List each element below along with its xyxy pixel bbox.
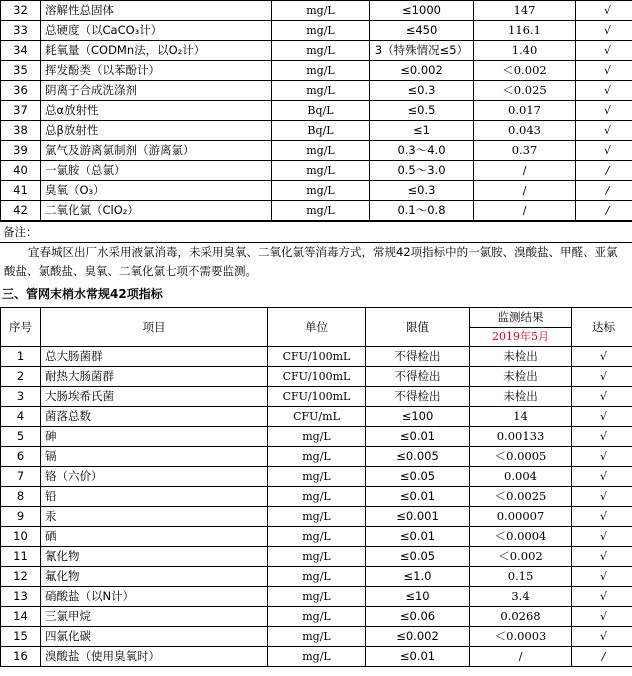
row-result: 14: [470, 407, 572, 427]
row-limit: 0.3～4.0: [370, 141, 474, 161]
row-pass-mark: √: [576, 61, 632, 81]
row-pass-mark: √: [576, 1, 632, 21]
table-row: [1, 547, 632, 567]
row-item: 镉: [41, 447, 268, 467]
row-result: 3.4: [470, 587, 572, 607]
row-limit: 0.1～0.8: [370, 201, 474, 221]
row-item: 硒: [41, 527, 268, 547]
row-item: 硝酸盐（以N计）: [41, 587, 268, 607]
row-limit: 不得检出: [366, 347, 470, 367]
row-unit: mg/L: [268, 447, 366, 467]
table-row: [1, 447, 632, 467]
row-limit: ≤0.05: [366, 467, 470, 487]
row-limit: 0.5～3.0: [370, 161, 474, 181]
row-no: 11: [1, 547, 41, 567]
row-item: 总硬度（以CaCO₃计）: [41, 21, 272, 41]
table-row: [1, 21, 632, 41]
table-row: [1, 427, 632, 447]
row-no: 39: [1, 141, 41, 161]
row-result: 116.1: [474, 21, 576, 41]
header-item: 项目: [41, 308, 268, 347]
row-limit: 不得检出: [366, 367, 470, 387]
row-limit: ≤0.01: [366, 527, 470, 547]
row-pass-mark: √: [572, 367, 632, 387]
table-row: [1, 467, 632, 487]
row-limit: ≤0.01: [366, 487, 470, 507]
row-pass-mark: √: [576, 21, 632, 41]
row-result: /: [470, 647, 572, 667]
row-limit: ≤0.3: [370, 81, 474, 101]
row-unit: mg/L: [268, 627, 366, 647]
row-result: /: [474, 181, 576, 201]
row-item: 溶解性总固体: [41, 1, 272, 21]
header-date: 2019年5月: [492, 329, 549, 343]
row-item: 阴离子合成洗涤剂: [41, 81, 272, 101]
row-unit: mg/L: [268, 527, 366, 547]
table-row: [1, 647, 632, 667]
table-row: [1, 347, 632, 367]
row-pass-mark: √: [572, 387, 632, 407]
row-pass-mark: √: [572, 627, 632, 647]
row-item: 溴酸盐（使用臭氧时）: [41, 647, 268, 667]
row-no: 1: [1, 347, 41, 367]
section-title: 三、管网末梢水常规42项指标: [2, 287, 163, 301]
row-limit: 3（特殊情况≤5）: [370, 41, 474, 61]
row-no: 40: [1, 161, 41, 181]
row-result: ＜0.025: [474, 81, 576, 101]
row-unit: mg/L: [268, 427, 366, 447]
row-unit: mg/L: [272, 141, 370, 161]
row-pass-mark: /: [572, 647, 632, 667]
row-no: 2: [1, 367, 41, 387]
row-result: 未检出: [470, 387, 572, 407]
table-row: [1, 161, 632, 181]
row-unit: mg/L: [268, 587, 366, 607]
row-pass-mark: √: [572, 407, 632, 427]
row-unit: mg/L: [272, 61, 370, 81]
row-limit: ≤0.5: [370, 101, 474, 121]
table-row: [1, 141, 632, 161]
row-no: 5: [1, 427, 41, 447]
row-result: ＜0.0004: [470, 527, 572, 547]
row-result: /: [474, 161, 576, 181]
table-row: [1, 181, 632, 201]
row-item: 氟化物: [41, 567, 268, 587]
row-pass-mark: √: [572, 467, 632, 487]
row-limit: ≤0.01: [366, 427, 470, 447]
table-row: [1, 507, 632, 527]
row-item: 铅: [41, 487, 268, 507]
row-unit: mg/L: [268, 467, 366, 487]
row-result: ＜0.002: [470, 547, 572, 567]
row-no: 8: [1, 487, 41, 507]
row-unit: mg/L: [268, 547, 366, 567]
table-row: [1, 121, 632, 141]
row-limit: ≤0.005: [366, 447, 470, 467]
row-unit: mg/L: [268, 607, 366, 627]
row-limit: ≤0.06: [366, 607, 470, 627]
row-unit: mg/L: [272, 161, 370, 181]
row-result: ＜0.0025: [470, 487, 572, 507]
row-pass-mark: √: [572, 347, 632, 367]
row-unit: mg/L: [268, 567, 366, 587]
row-unit: mg/L: [272, 21, 370, 41]
row-pass-mark: √: [576, 101, 632, 121]
row-item: 臭氧（O₃）: [41, 181, 272, 201]
header-result-cell: [470, 308, 572, 347]
row-pass-mark: √: [576, 121, 632, 141]
table-row: [1, 627, 632, 647]
table-row: [1, 607, 632, 627]
row-result: ＜0.0005: [470, 447, 572, 467]
row-pass-mark: √: [572, 447, 632, 467]
table-header-row: [1, 308, 632, 347]
row-no: 32: [1, 1, 41, 21]
row-no: 35: [1, 61, 41, 81]
row-no: 12: [1, 567, 41, 587]
table-row: [1, 567, 632, 587]
table-row: [1, 407, 632, 427]
header-limit: 限值: [366, 308, 470, 347]
row-no: 34: [1, 41, 41, 61]
row-no: 10: [1, 527, 41, 547]
row-no: 42: [1, 201, 41, 221]
row-pass-mark: √: [572, 587, 632, 607]
row-result: 未检出: [470, 347, 572, 367]
table2-body: [1, 347, 632, 667]
row-limit: ≤0.002: [366, 627, 470, 647]
row-no: 6: [1, 447, 41, 467]
row-no: 4: [1, 407, 41, 427]
row-limit: ≤0.01: [366, 647, 470, 667]
row-no: 16: [1, 647, 41, 667]
table-row: [1, 101, 632, 121]
row-pass-mark: √: [576, 141, 632, 161]
row-no: 33: [1, 21, 41, 41]
row-limit: ≤1.0: [366, 567, 470, 587]
row-result: 0.043: [474, 121, 576, 141]
row-result: 0.37: [474, 141, 576, 161]
row-result: 0.15: [470, 567, 572, 587]
row-no: 9: [1, 507, 41, 527]
row-item: 总大肠菌群: [41, 347, 268, 367]
row-unit: mg/L: [268, 487, 366, 507]
row-item: 大肠埃希氏菌: [41, 387, 268, 407]
header-ok: 达标: [572, 308, 632, 347]
table-row: [1, 387, 632, 407]
row-pass-mark: /: [576, 181, 632, 201]
row-unit: mg/L: [272, 81, 370, 101]
table-row: [1, 81, 632, 101]
row-item: 总α放射性: [41, 101, 272, 121]
table-outlet-water-continued: [0, 0, 632, 221]
row-unit: Bq/L: [272, 101, 370, 121]
row-item: 菌落总数: [41, 407, 268, 427]
table-network-water: [0, 307, 632, 667]
row-pass-mark: √: [572, 607, 632, 627]
table-row: [1, 527, 632, 547]
row-item: 氯气及游离氯制剂（游离氯）: [41, 141, 272, 161]
row-result: ＜0.0003: [470, 627, 572, 647]
row-result: /: [474, 201, 576, 221]
row-pass-mark: √: [576, 81, 632, 101]
row-pass-mark: /: [576, 161, 632, 181]
table-row: [1, 41, 632, 61]
table-row: [1, 367, 632, 387]
row-item: 耐热大肠菌群: [41, 367, 268, 387]
row-result: ＜0.002: [474, 61, 576, 81]
row-no: 14: [1, 607, 41, 627]
table-row: [1, 1, 632, 21]
table-row: [1, 61, 632, 81]
row-item: 挥发酚类（以苯酚计）: [41, 61, 272, 81]
row-item: 砷: [41, 427, 268, 447]
row-result: 0.00133: [470, 427, 572, 447]
row-limit: ≤0.3: [370, 181, 474, 201]
row-limit: ≤0.05: [366, 547, 470, 567]
row-limit: ≤0.002: [370, 61, 474, 81]
row-unit: mg/L: [272, 1, 370, 21]
row-no: 13: [1, 587, 41, 607]
row-item: 氰化物: [41, 547, 268, 567]
note-block: [0, 221, 632, 307]
row-item: 汞: [41, 507, 268, 527]
row-result: 0.0268: [470, 607, 572, 627]
row-unit: CFU/mL: [268, 407, 366, 427]
header-unit: 单位: [268, 308, 366, 347]
row-item: 一氯胺（总氯）: [41, 161, 272, 181]
table-row: [1, 587, 632, 607]
row-item: 耗氧量（CODMn法，以O₂计）: [41, 41, 272, 61]
row-limit: ≤1: [370, 121, 474, 141]
row-result: 1.40: [474, 41, 576, 61]
row-pass-mark: √: [572, 527, 632, 547]
row-unit: mg/L: [272, 201, 370, 221]
row-no: 3: [1, 387, 41, 407]
row-limit: ≤10: [366, 587, 470, 607]
row-no: 7: [1, 467, 41, 487]
row-result: 0.00007: [470, 507, 572, 527]
row-pass-mark: √: [576, 41, 632, 61]
row-unit: Bq/L: [272, 121, 370, 141]
row-unit: CFU/100mL: [268, 367, 366, 387]
row-unit: CFU/100mL: [268, 387, 366, 407]
row-unit: mg/L: [272, 41, 370, 61]
header-no: 序号: [1, 308, 41, 347]
row-item: 铬（六价）: [41, 467, 268, 487]
table-row: [1, 487, 632, 507]
row-item: 总β放射性: [41, 121, 272, 141]
row-limit: ≤1000: [370, 1, 474, 21]
row-limit: ≤450: [370, 21, 474, 41]
row-result: 147: [474, 1, 576, 21]
header-result: 监测结果: [470, 308, 571, 328]
row-item: 二氧化氯（ClO₂）: [41, 201, 272, 221]
note-label: 备注：: [0, 222, 632, 243]
row-pass-mark: √: [572, 487, 632, 507]
table-row: [1, 201, 632, 221]
row-no: 36: [1, 81, 41, 101]
row-unit: mg/L: [268, 507, 366, 527]
row-pass-mark: √: [572, 507, 632, 527]
row-item: 四氯化碳: [41, 627, 268, 647]
table1-body: [1, 1, 632, 221]
row-limit: 不得检出: [366, 387, 470, 407]
row-no: 37: [1, 101, 41, 121]
row-limit: ≤100: [366, 407, 470, 427]
row-pass-mark: /: [576, 201, 632, 221]
row-pass-mark: √: [572, 427, 632, 447]
row-no: 38: [1, 121, 41, 141]
row-limit: ≤0.001: [366, 507, 470, 527]
row-result: 未检出: [470, 367, 572, 387]
row-no: 41: [1, 181, 41, 201]
row-pass-mark: √: [572, 547, 632, 567]
row-pass-mark: √: [572, 567, 632, 587]
row-unit: mg/L: [268, 647, 366, 667]
note-text: 宜春城区出厂水采用液氯消毒，未采用臭氧、二氧化氯等消毒方式，常规42项指标中的一氯胺、溴酸盐、甲醛、亚氯酸盐、氯酸盐、臭氧、二氧化氯七项不需要监测。: [0, 243, 632, 282]
row-unit: CFU/100mL: [268, 347, 366, 367]
row-item: 三氯甲烷: [41, 607, 268, 627]
row-result: 0.017: [474, 101, 576, 121]
row-no: 15: [1, 627, 41, 647]
row-result: 0.004: [470, 467, 572, 487]
row-unit: mg/L: [272, 181, 370, 201]
